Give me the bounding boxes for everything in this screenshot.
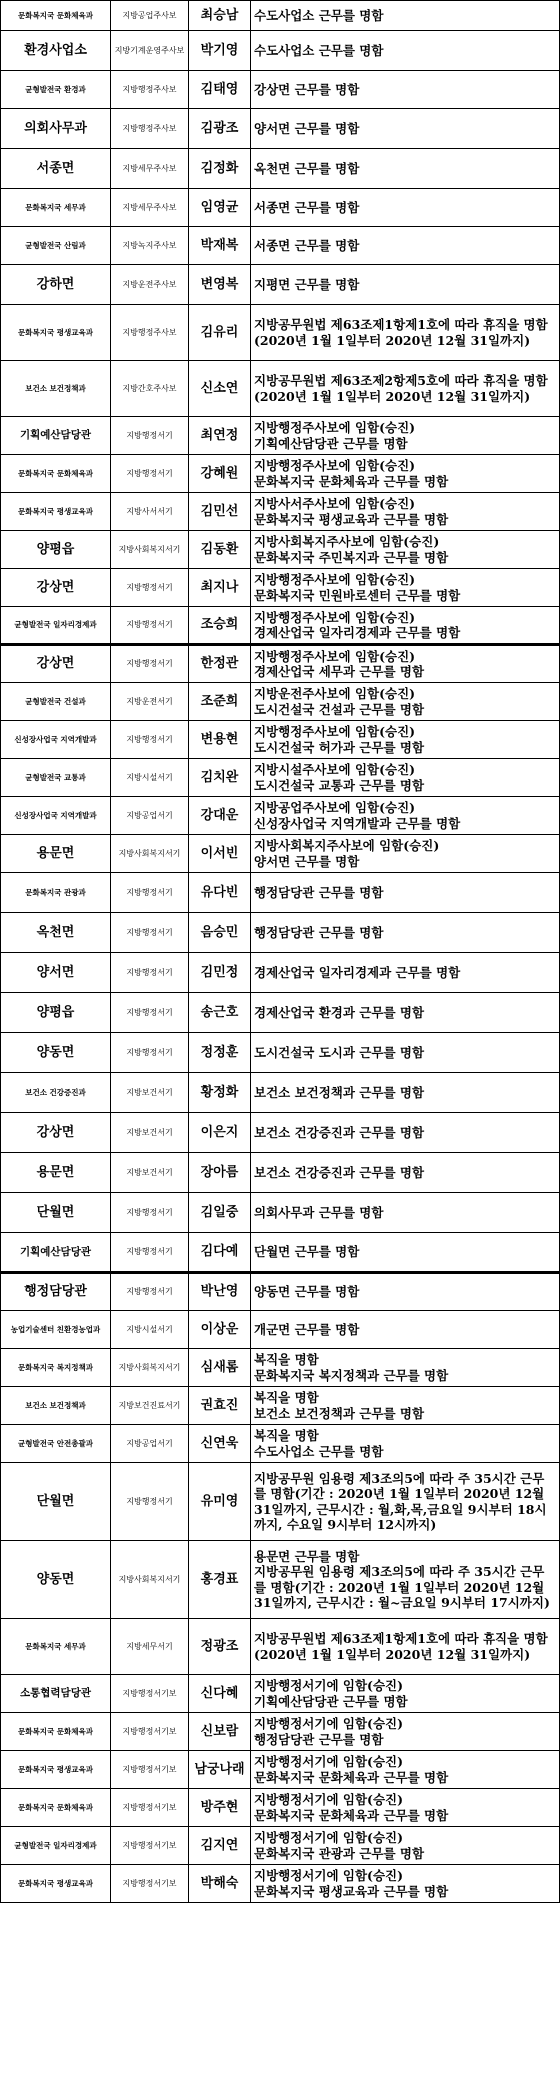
department-cell: 문화복지국 세무과: [1, 189, 111, 227]
order-detail-cell: 강상면 근무를 명함: [251, 71, 560, 109]
person-name-cell: 이서빈: [189, 835, 251, 873]
department-cell: 신성장사업국 지역개발과: [1, 721, 111, 759]
rank-cell: 지방운전서기: [111, 683, 189, 721]
order-detail-cell: 지방사회복지주사보에 임함(승진) 양서면 근무를 명함: [251, 835, 560, 873]
order-detail-cell: 지방행정주사보에 임함(승진) 경제산업국 세무과 근무를 명함: [251, 645, 560, 683]
person-name-cell: 송근호: [189, 993, 251, 1033]
department-cell: 문화복지국 평생교육과: [1, 1751, 111, 1789]
order-detail-cell: 양서면 근무를 명함: [251, 109, 560, 149]
rank-cell: 지방세무주사보: [111, 189, 189, 227]
rank-cell: 지방사회복지서기: [111, 1349, 189, 1387]
rank-cell: 지방행정서기: [111, 873, 189, 913]
department-cell: 농업기술센터 친환경농업과: [1, 1311, 111, 1349]
person-name-cell: 조준희: [189, 683, 251, 721]
person-name-cell: 김치완: [189, 759, 251, 797]
department-cell: 용문면: [1, 835, 111, 873]
person-name-cell: 유다빈: [189, 873, 251, 913]
department-cell: 균형발전국 일자리경제과: [1, 607, 111, 645]
table-row: [1, 607, 560, 645]
table-row: [1, 1193, 560, 1233]
department-cell: 양서면: [1, 953, 111, 993]
person-name-cell: 남궁나래: [189, 1751, 251, 1789]
department-cell: 기획예산담당관: [1, 417, 111, 455]
person-name-cell: 변영복: [189, 265, 251, 305]
order-detail-cell: 옥천면 근무를 명함: [251, 149, 560, 189]
person-name-cell: 황정화: [189, 1073, 251, 1113]
rank-cell: 지방행정서기: [111, 1463, 189, 1541]
table-row: [1, 1, 560, 31]
rank-cell: 지방보건진료서기: [111, 1387, 189, 1425]
rank-cell: 지방보건서기: [111, 1153, 189, 1193]
department-cell: 용문면: [1, 1153, 111, 1193]
department-cell: 강하면: [1, 265, 111, 305]
person-name-cell: 최지나: [189, 569, 251, 607]
table-row: [1, 1789, 560, 1827]
person-name-cell: 신연욱: [189, 1425, 251, 1463]
person-name-cell: 권효진: [189, 1387, 251, 1425]
order-detail-cell: 복직을 명함 문화복지국 복지정책과 근무를 명함: [251, 1349, 560, 1387]
rank-cell: 지방시설서기: [111, 759, 189, 797]
person-name-cell: 이은지: [189, 1113, 251, 1153]
table-row: [1, 759, 560, 797]
table-row: [1, 305, 560, 361]
order-detail-cell: 지방운전주사보에 임함(승진) 도시건설국 건설과 근무를 명함: [251, 683, 560, 721]
table-row: [1, 31, 560, 71]
person-name-cell: 홍경표: [189, 1541, 251, 1619]
table-row: [1, 797, 560, 835]
person-name-cell: 변용현: [189, 721, 251, 759]
order-detail-cell: 보건소 건강증진과 근무를 명함: [251, 1153, 560, 1193]
rank-cell: 지방보건서기: [111, 1073, 189, 1113]
person-name-cell: 김민정: [189, 953, 251, 993]
department-cell: 균형발전국 일자리경제과: [1, 1827, 111, 1865]
department-cell: 문화복지국 문화체육과: [1, 1713, 111, 1751]
order-detail-cell: 행정담당관 근무를 명함: [251, 873, 560, 913]
rank-cell: 지방행정서기보: [111, 1827, 189, 1865]
department-cell: 문화복지국 세무과: [1, 1619, 111, 1675]
department-cell: 양평읍: [1, 993, 111, 1033]
person-name-cell: 박난영: [189, 1273, 251, 1311]
department-cell: 강상면: [1, 645, 111, 683]
order-detail-cell: 의회사무과 근무를 명함: [251, 1193, 560, 1233]
person-name-cell: 방주현: [189, 1789, 251, 1827]
rank-cell: 지방세무주사보: [111, 149, 189, 189]
rank-cell: 지방행정서기보: [111, 1865, 189, 1903]
rank-cell: 지방시설서기: [111, 1311, 189, 1349]
rank-cell: 지방공업서기: [111, 1425, 189, 1463]
rank-cell: 지방공업주사보: [111, 1, 189, 31]
table-row: [1, 531, 560, 569]
order-detail-cell: 수도사업소 근무를 명함: [251, 1, 560, 31]
table-row: [1, 1349, 560, 1387]
rank-cell: 지방행정서기보: [111, 1675, 189, 1713]
order-detail-cell: 경제산업국 일자리경제과 근무를 명함: [251, 953, 560, 993]
order-detail-cell: 지평면 근무를 명함: [251, 265, 560, 305]
rank-cell: 지방행정서기: [111, 1273, 189, 1311]
person-name-cell: 김정화: [189, 149, 251, 189]
rank-cell: 지방사서서기: [111, 493, 189, 531]
person-name-cell: 강대운: [189, 797, 251, 835]
table-row: [1, 1541, 560, 1619]
department-cell: 보건소 건강증진과: [1, 1073, 111, 1113]
person-name-cell: 신소연: [189, 361, 251, 417]
department-cell: 보건소 보건정책과: [1, 1387, 111, 1425]
department-cell: 양동면: [1, 1541, 111, 1619]
table-row: [1, 721, 560, 759]
person-name-cell: 박기영: [189, 31, 251, 71]
order-detail-cell: 지방공무원법 제63조제2항제5호에 따라 휴직을 명함(2020년 1월 1일부터 2020년 12월 31일까지): [251, 361, 560, 417]
department-cell: 양평읍: [1, 531, 111, 569]
person-name-cell: 한정관: [189, 645, 251, 683]
order-detail-cell: 양동면 근무를 명함: [251, 1273, 560, 1311]
person-name-cell: 음승민: [189, 913, 251, 953]
person-name-cell: 임영균: [189, 189, 251, 227]
table-row: [1, 1387, 560, 1425]
rank-cell: 지방행정주사보: [111, 305, 189, 361]
rank-cell: 지방행정서기: [111, 1033, 189, 1073]
department-cell: 문화복지국 평생교육과: [1, 305, 111, 361]
rank-cell: 지방행정서기: [111, 1193, 189, 1233]
table-row: [1, 1675, 560, 1713]
table-row: [1, 953, 560, 993]
rank-cell: 지방사회복지서기: [111, 835, 189, 873]
department-cell: 보건소 보건정책과: [1, 361, 111, 417]
person-name-cell: 유미영: [189, 1463, 251, 1541]
order-detail-cell: 개군면 근무를 명함: [251, 1311, 560, 1349]
person-name-cell: 정정훈: [189, 1033, 251, 1073]
order-detail-cell: 지방사서주사보에 임함(승진) 문화복지국 평생교육과 근무를 명함: [251, 493, 560, 531]
table-row: [1, 835, 560, 873]
table-row: [1, 455, 560, 493]
rank-cell: 지방행정서기: [111, 645, 189, 683]
rank-cell: 지방행정서기: [111, 913, 189, 953]
order-detail-cell: 경제산업국 환경과 근무를 명함: [251, 993, 560, 1033]
department-cell: 단월면: [1, 1193, 111, 1233]
person-name-cell: 정광조: [189, 1619, 251, 1675]
table-row: [1, 1311, 560, 1349]
table-row: [1, 993, 560, 1033]
department-cell: 강상면: [1, 1113, 111, 1153]
order-detail-cell: 지방행정서기에 임함(승진) 문화복지국 관광과 근무를 명함: [251, 1827, 560, 1865]
department-cell: 균형발전국 환경과: [1, 71, 111, 109]
rank-cell: 지방행정주사보: [111, 71, 189, 109]
rank-cell: 지방행정서기: [111, 607, 189, 645]
department-cell: 행정담당관: [1, 1273, 111, 1311]
order-detail-cell: 복직을 명함 수도사업소 근무를 명함: [251, 1425, 560, 1463]
department-cell: 균형발전국 산림과: [1, 227, 111, 265]
department-cell: 기획예산담당관: [1, 1233, 111, 1273]
table-row: [1, 71, 560, 109]
person-name-cell: 장아름: [189, 1153, 251, 1193]
rank-cell: 지방행정서기: [111, 569, 189, 607]
table-row: [1, 1865, 560, 1903]
order-detail-cell: 지방행정주사보에 임함(승진) 기획예산담당관 근무를 명함: [251, 417, 560, 455]
person-name-cell: 신보람: [189, 1713, 251, 1751]
table-row: [1, 109, 560, 149]
person-name-cell: 김지연: [189, 1827, 251, 1865]
table-row: [1, 1463, 560, 1541]
rank-cell: 지방행정서기: [111, 1233, 189, 1273]
rank-cell: 지방행정서기: [111, 455, 189, 493]
department-cell: 단월면: [1, 1463, 111, 1541]
order-detail-cell: 지방행정서기에 임함(승진) 기획예산담당관 근무를 명함: [251, 1675, 560, 1713]
order-detail-cell: 보건소 보건정책과 근무를 명함: [251, 1073, 560, 1113]
table-row: [1, 149, 560, 189]
department-cell: 문화복지국 문화체육과: [1, 455, 111, 493]
order-detail-cell: 지방공업주사보에 임함(승진) 신성장사업국 지역개발과 근무를 명함: [251, 797, 560, 835]
department-cell: 문화복지국 평생교육과: [1, 1865, 111, 1903]
table-row: [1, 1033, 560, 1073]
table-row: [1, 1273, 560, 1311]
rank-cell: 지방녹지주사보: [111, 227, 189, 265]
table-row: [1, 493, 560, 531]
order-detail-cell: 지방행정서기에 임함(승진) 행정담당관 근무를 명함: [251, 1713, 560, 1751]
table-row: [1, 1827, 560, 1865]
order-detail-cell: 행정담당관 근무를 명함: [251, 913, 560, 953]
rank-cell: 지방운전주사보: [111, 265, 189, 305]
department-cell: 의회사무과: [1, 109, 111, 149]
order-detail-cell: 지방공무원 임용령 제3조의5에 따라 주 35시간 근무를 명함(기간 : 2020년 1월 1일부터 2020년 12월 31일까지, 근무시간 : 월,화,목,금요일 9시부터 18시까지, 수요일 9시부터 12시까지): [251, 1463, 560, 1541]
table-row: [1, 189, 560, 227]
rank-cell: 지방공업서기: [111, 797, 189, 835]
person-name-cell: 김일중: [189, 1193, 251, 1233]
table-row: [1, 227, 560, 265]
rank-cell: 지방행정서기: [111, 417, 189, 455]
rank-cell: 지방행정서기: [111, 993, 189, 1033]
order-detail-cell: 용문면 근무를 명함 지방공무원 임용령 제3조의5에 따라 주 35시간 근무를 명함(기간 : 2020년 1월 1일부터 2020년 12월 31일까지, 근무시간 : 월~금요일 9시부터 17시까지): [251, 1541, 560, 1619]
person-name-cell: 박재복: [189, 227, 251, 265]
personnel-rows: [1, 1, 560, 1903]
order-detail-cell: 수도사업소 근무를 명함: [251, 31, 560, 71]
order-detail-cell: 보건소 건강증진과 근무를 명함: [251, 1113, 560, 1153]
order-detail-cell: 단월면 근무를 명함: [251, 1233, 560, 1273]
table-row: [1, 569, 560, 607]
person-name-cell: 김광조: [189, 109, 251, 149]
order-detail-cell: 지방사회복지주사보에 임함(승진) 문화복지국 주민복지과 근무를 명함: [251, 531, 560, 569]
table-row: [1, 1153, 560, 1193]
rank-cell: 지방사회복지서기: [111, 531, 189, 569]
order-detail-cell: 서종면 근무를 명함: [251, 189, 560, 227]
rank-cell: 지방기계운영주사보: [111, 31, 189, 71]
order-detail-cell: 지방행정주사보에 임함(승진) 경제산업국 일자리경제과 근무를 명함: [251, 607, 560, 645]
rank-cell: 지방행정서기보: [111, 1751, 189, 1789]
table-row: [1, 1619, 560, 1675]
person-name-cell: 강혜원: [189, 455, 251, 493]
person-name-cell: 조승희: [189, 607, 251, 645]
rank-cell: 지방세무서기: [111, 1619, 189, 1675]
table-row: [1, 913, 560, 953]
order-detail-cell: 지방행정서기에 임함(승진) 문화복지국 문화체육과 근무를 명함: [251, 1789, 560, 1827]
table-row: [1, 417, 560, 455]
rank-cell: 지방행정서기보: [111, 1713, 189, 1751]
table-row: [1, 265, 560, 305]
rank-cell: 지방행정서기보: [111, 1789, 189, 1827]
person-name-cell: 신다혜: [189, 1675, 251, 1713]
department-cell: 균형발전국 건설과: [1, 683, 111, 721]
department-cell: 신성장사업국 지역개발과: [1, 797, 111, 835]
table-row: [1, 645, 560, 683]
department-cell: 균형발전국 교통과: [1, 759, 111, 797]
order-detail-cell: 지방행정주사보에 임함(승진) 도시건설국 허가과 근무를 명함: [251, 721, 560, 759]
table-row: [1, 1713, 560, 1751]
department-cell: 문화복지국 문화체육과: [1, 1789, 111, 1827]
department-cell: 문화복지국 복지정책과: [1, 1349, 111, 1387]
person-name-cell: 김유리: [189, 305, 251, 361]
order-detail-cell: 복직을 명함 보건소 보건정책과 근무를 명함: [251, 1387, 560, 1425]
person-name-cell: 최연정: [189, 417, 251, 455]
department-cell: 양동면: [1, 1033, 111, 1073]
department-cell: 소통협력담당관: [1, 1675, 111, 1713]
department-cell: 서종면: [1, 149, 111, 189]
rank-cell: 지방행정서기: [111, 953, 189, 993]
table-row: [1, 361, 560, 417]
order-detail-cell: 지방시설주사보에 임함(승진) 도시건설국 교통과 근무를 명함: [251, 759, 560, 797]
person-name-cell: 김태영: [189, 71, 251, 109]
table-row: [1, 1425, 560, 1463]
person-name-cell: 김다예: [189, 1233, 251, 1273]
person-name-cell: 김민선: [189, 493, 251, 531]
person-name-cell: 최승남: [189, 1, 251, 31]
department-cell: 균형발전국 안전총괄과: [1, 1425, 111, 1463]
department-cell: 강상면: [1, 569, 111, 607]
table-row: [1, 873, 560, 913]
table-row: [1, 1073, 560, 1113]
order-detail-cell: 서종면 근무를 명함: [251, 227, 560, 265]
rank-cell: 지방행정서기: [111, 721, 189, 759]
order-detail-cell: 지방행정서기에 임함(승진) 문화복지국 평생교육과 근무를 명함: [251, 1865, 560, 1903]
person-name-cell: 김동환: [189, 531, 251, 569]
order-detail-cell: 지방행정서기에 임함(승진) 문화복지국 문화체육과 근무를 명함: [251, 1751, 560, 1789]
person-name-cell: 심새롬: [189, 1349, 251, 1387]
order-detail-cell: 도시건설국 도시과 근무를 명함: [251, 1033, 560, 1073]
department-cell: 환경사업소: [1, 31, 111, 71]
department-cell: 문화복지국 관광과: [1, 873, 111, 913]
rank-cell: 지방사회복지서기: [111, 1541, 189, 1619]
order-detail-cell: 지방행정주사보에 임함(승진) 문화복지국 민원바로센터 근무를 명함: [251, 569, 560, 607]
department-cell: 옥천면: [1, 913, 111, 953]
department-cell: 문화복지국 문화체육과: [1, 1, 111, 31]
order-detail-cell: 지방행정주사보에 임함(승진) 문화복지국 문화체육과 근무를 명함: [251, 455, 560, 493]
order-detail-cell: 지방공무원법 제63조제1항제1호에 따라 휴직을 명함(2020년 1월 1일부터 2020년 12월 31일까지): [251, 1619, 560, 1675]
rank-cell: 지방보건서기: [111, 1113, 189, 1153]
person-name-cell: 박해숙: [189, 1865, 251, 1903]
table-row: [1, 683, 560, 721]
table-row: [1, 1751, 560, 1789]
table-row: [1, 1113, 560, 1153]
rank-cell: 지방행정주사보: [111, 109, 189, 149]
person-name-cell: 이상운: [189, 1311, 251, 1349]
rank-cell: 지방간호주사보: [111, 361, 189, 417]
order-detail-cell: 지방공무원법 제63조제1항제1호에 따라 휴직을 명함(2020년 1월 1일부터 2020년 12월 31일까지): [251, 305, 560, 361]
department-cell: 문화복지국 평생교육과: [1, 493, 111, 531]
table-row: [1, 1233, 560, 1273]
